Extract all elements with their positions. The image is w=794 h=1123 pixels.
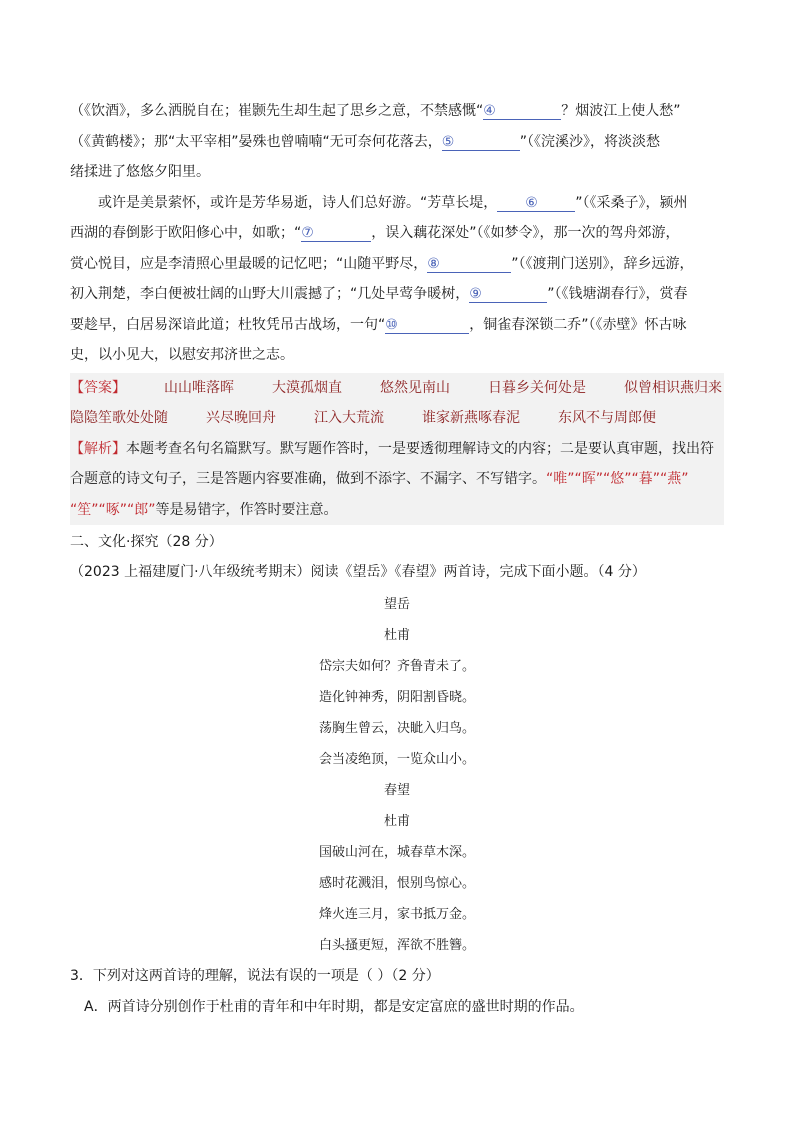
document-page bbox=[70, 96, 724, 1023]
poem-line: 感时花溅泪，恨别鸟惊心。 bbox=[318, 876, 475, 891]
paragraph-1 bbox=[70, 96, 724, 188]
answer-item: 东风不与周郎便 bbox=[558, 410, 656, 426]
blank-number: ⑩ bbox=[385, 316, 398, 333]
analysis-tag: 【解析】 bbox=[70, 440, 126, 457]
poem-line: 白头搔更短，浑欲不胜簪。 bbox=[318, 938, 475, 953]
analysis-text: 等是易错字，作答时要注意。 bbox=[155, 501, 338, 518]
text: 要趁早，白居易深谙此道；杜牧凭吊古战场，一句“ bbox=[70, 316, 386, 333]
answer-row-1 bbox=[70, 373, 724, 404]
text: 初入荆楚，李白便被壮阔的山野大川震撼了；“几处早莺争暖树， bbox=[70, 286, 470, 302]
poem-chunwang bbox=[70, 775, 724, 961]
poem-title: 春望 bbox=[383, 783, 410, 798]
poem-line: 会当凌绝顶，一览众山小。 bbox=[318, 752, 475, 767]
text: ”（《渡荆门送别》，辞乡远游， bbox=[511, 255, 694, 272]
fill-blank-6[interactable] bbox=[497, 195, 575, 212]
poem-line: 造化钟神秀，阴阳割昏晓。 bbox=[318, 690, 475, 705]
text: （《饮酒》，多么洒脱自在；崔颢先生却生起了思乡之意，不禁感慨“ bbox=[70, 103, 484, 119]
poem-wangyue bbox=[70, 589, 724, 775]
blank-number: ⑨ bbox=[469, 286, 482, 302]
text: ”（《浣溪沙》，将淡淡愁 bbox=[519, 133, 661, 150]
analysis-text: 本题考查名句名篇默写。默写题作答时，一是要透彻理解诗文的内容；二是要认真审题，找出符 bbox=[126, 440, 714, 457]
paragraph-2 bbox=[70, 188, 724, 371]
fill-blank-9[interactable] bbox=[469, 286, 547, 303]
blank-number: ⑤ bbox=[441, 133, 455, 150]
fill-blank-7[interactable] bbox=[301, 225, 371, 242]
poem-line: 岱宗夫如何？齐鲁青未了。 bbox=[318, 659, 475, 674]
option-a[interactable]: A．两首诗分别创作于杜甫的青年和中年时期，都是安定富庶的盛世时期的作品。 bbox=[84, 999, 584, 1015]
text: 赏心悦目，应是李清照心里最暖的记忆吧；“山随平野尽， bbox=[70, 255, 428, 272]
answer-item: 谁家新燕啄春泥 bbox=[422, 410, 520, 426]
answer-item: 大漠孤烟直 bbox=[272, 379, 342, 396]
error-prone-words: “唯”“晖”“悠”“暮”“燕” bbox=[546, 471, 689, 487]
text: ，铜雀春深锁二乔”（《赤壁》怀古咏 bbox=[469, 316, 687, 333]
text: 西湖的春倒影于欧阳修心中，如歌；“ bbox=[70, 225, 302, 241]
analysis bbox=[70, 434, 724, 526]
fill-blank-10[interactable] bbox=[385, 317, 469, 334]
fill-blank-5[interactable] bbox=[442, 134, 520, 151]
text: 绪揉进了悠悠夕阳里。 bbox=[70, 164, 210, 180]
text: （《黄鹤楼》；那“太平宰相”晏殊也曾喃喃“无可奈何花落去， bbox=[70, 133, 442, 150]
answer-item: 兴尽晚回舟 bbox=[206, 410, 276, 426]
poem-author: 杜甫 bbox=[383, 814, 410, 829]
answer-item: 隐隐笙歌处处随 bbox=[70, 410, 168, 426]
answer-item: 似曾相识燕归来 bbox=[624, 379, 722, 396]
answer-box bbox=[70, 373, 724, 526]
error-prone-words: “笙”“啄”“郎” bbox=[70, 501, 156, 518]
section-heading: 二、文化·探究（28 分） bbox=[70, 534, 223, 550]
text: 或许是美景萦怀，或许是芳华易逝，诗人们总好游。“芳草长堤， bbox=[98, 194, 498, 211]
answer-item: 山山唯落晖 bbox=[164, 379, 234, 396]
text: ？烟波江上使人愁” bbox=[561, 103, 681, 119]
fill-blank-4[interactable] bbox=[483, 103, 561, 120]
poem-line: 国破山河在，城春草木深。 bbox=[318, 845, 475, 860]
blank-number: ⑥ bbox=[525, 194, 538, 211]
analysis-text: 合题意的诗文句子，三是答题内容要准确，做到不添字、不漏字、不写错字。 bbox=[70, 471, 546, 487]
answer-item: 悠然见南山 bbox=[380, 379, 450, 396]
blank-number: ⑦ bbox=[301, 225, 314, 241]
answer-item: 江入大荒流 bbox=[314, 410, 384, 426]
answer-row-2 bbox=[70, 403, 724, 434]
answer-item: 日暮乡关何处是 bbox=[488, 379, 586, 396]
text: ，误入藕花深处”（《如梦令》，那一次的驾舟郊游， bbox=[371, 225, 680, 241]
answer-tag: 【答案】 bbox=[70, 379, 126, 396]
blank-number: ⑧ bbox=[427, 255, 440, 272]
question-3: 3．下列对这两首诗的理解，说法有误的一项是（ ）（2 分） bbox=[70, 968, 440, 984]
poem-title: 望岳 bbox=[383, 597, 410, 612]
fill-blank-8[interactable] bbox=[427, 256, 511, 273]
text: ”（《采桑子》，颍州 bbox=[575, 194, 688, 211]
blank-number: ④ bbox=[483, 103, 496, 119]
poem-line: 荡胸生曾云，决眦入归鸟。 bbox=[318, 721, 475, 736]
poem-line: 烽火连三月，家书抵万金。 bbox=[318, 907, 475, 922]
text: ”（《钱塘湖春行》，赏春 bbox=[547, 286, 688, 302]
poem-author: 杜甫 bbox=[383, 628, 410, 643]
text: 史，以小见大，以慰安邦济世之志。 bbox=[70, 347, 294, 363]
question-intro: （2023 上福建厦门·八年级统考期末）阅读《望岳》《春望》两首诗，完成下面小题。（4 分） bbox=[70, 564, 646, 580]
